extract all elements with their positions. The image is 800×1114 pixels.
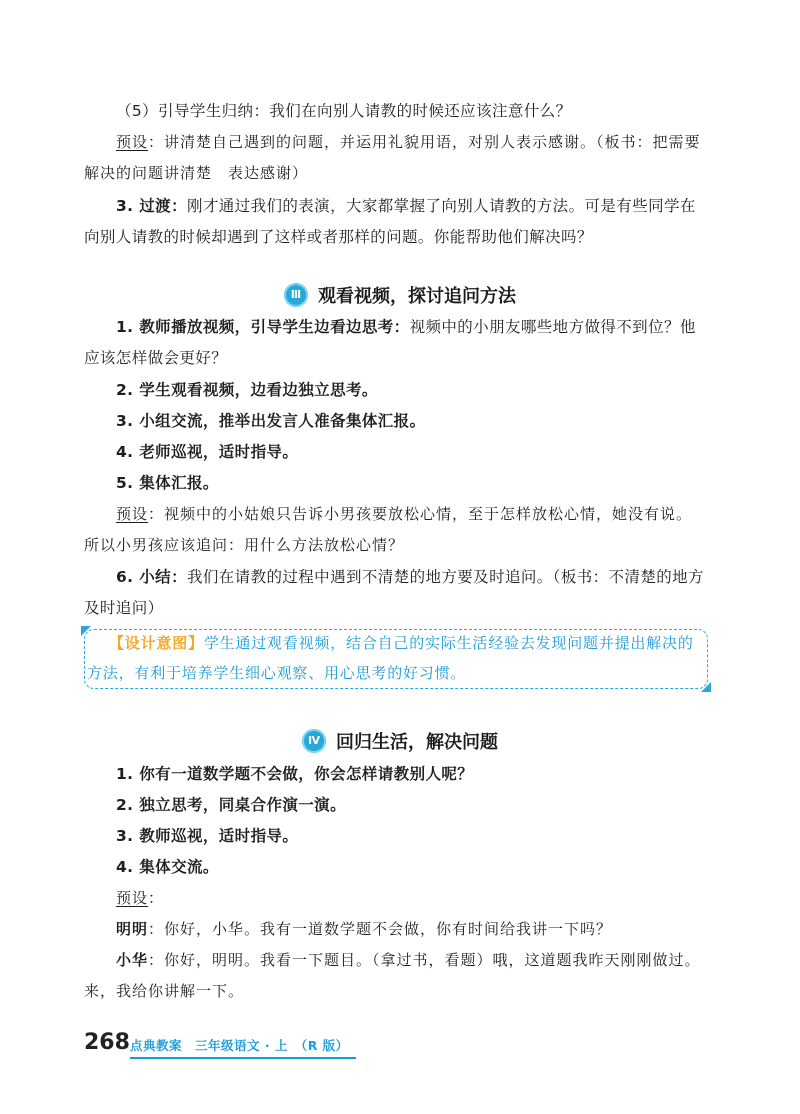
preset-label: 预设	[116, 505, 149, 523]
preset-label: 预设	[116, 889, 149, 907]
s3-item-2: 2. 学生观看视频，边看边独立思考。	[116, 381, 378, 399]
preset-label: 预设	[116, 133, 149, 151]
s3-item-1	[84, 312, 708, 374]
section-4-heading	[0, 728, 800, 754]
section-3-heading	[0, 282, 800, 308]
step-5-text: （5）引导学生归纳：我们在向别人请教的时候还应该注意什么？	[116, 102, 572, 120]
section-3-badge: Ⅲ	[284, 283, 308, 307]
speaker-name: 小华	[116, 951, 149, 969]
preset-paragraph-1	[84, 127, 708, 189]
page-number: 268	[84, 1030, 130, 1055]
section-4-title: 回归生活，解决问题	[336, 732, 498, 753]
dialogue-text: ：你好，小华。我有一道数学题不会做，你有时间给我讲一下吗？	[148, 920, 613, 938]
s4-item-3: 3. 教师巡视，适时指导。	[116, 827, 299, 845]
design-intent-label: 【设计意图】	[109, 634, 204, 652]
s4-item-2: 2. 独立思考，同桌合作演一演。	[116, 796, 346, 814]
dialogue-text: ：你好，明明。我看一下题目。（拿过书，看题）哦，这道题我昨天刚刚做过。来，我给你讲解一下。	[84, 951, 701, 1000]
section-3-title: 观看视频，探讨追问方法	[318, 286, 516, 307]
footer-underline	[130, 1057, 356, 1059]
s3-item-4: 4. 老师巡视，适时指导。	[116, 443, 299, 461]
s3-item-6	[84, 562, 708, 624]
transition-paragraph	[84, 191, 708, 253]
dialogue-line-1	[84, 914, 708, 945]
s3-item-3: 3. 小组交流，推举出发言人准备集体汇报。	[116, 412, 426, 430]
preset-paragraph-2	[84, 499, 708, 561]
corner-decoration	[701, 682, 711, 692]
speaker-name: 明明	[116, 920, 149, 938]
transition-text: 刚才通过我们的表演，大家都掌握了向别人请教的方法。可是有些同学在向别人请教的时候却遇到了这样或者那样的问题。你能帮助他们解决吗？	[84, 197, 696, 246]
preset-text: ：视频中的小姑娘只告诉小男孩要放松心情，至于怎样放松心情，她没有说。所以小男孩应该追问：用什么方法放松心情？	[84, 505, 693, 554]
s4-item-4: 4. 集体交流。	[116, 858, 219, 876]
preset-text: ：讲清楚自己遇到的问题，并运用礼貌用语，对别人表示感谢。（板书：把需要解决的问题讲清楚 表达感谢）	[84, 133, 701, 182]
step-5-paragraph	[84, 96, 708, 127]
s3-item-6-head: 6. 小结：	[116, 568, 187, 586]
page-footer	[84, 1030, 354, 1060]
design-intent-box	[84, 629, 708, 689]
s3-item-1-text: 视频中的小朋友哪些地方做得不到位？他应该怎样做会更好？	[84, 318, 696, 367]
design-intent-body: 学生通过观看视频，结合自己的实际生活经验去发现问题并提出解决的方法，有利于培养学生细心观察、用心思考的好习惯。	[87, 634, 694, 682]
transition-heading: 3. 过渡：	[116, 197, 187, 215]
s3-item-1-head: 1. 教师播放视频，引导学生边看边思考：	[116, 318, 410, 336]
design-intent-text	[87, 628, 699, 688]
s3-item-5: 5. 集体汇报。	[116, 474, 219, 492]
section-4-badge: Ⅳ	[302, 729, 326, 753]
s4-item-1: 1. 你有一道数学题不会做，你会怎样请教别人呢？	[116, 765, 474, 783]
s3-item-6-text: 我们在请教的过程中遇到不清楚的地方要及时追问。（板书：不清楚的地方及时追问）	[84, 568, 704, 617]
dialogue-line-2	[84, 945, 708, 1007]
preset-paragraph-3	[84, 883, 708, 914]
preset-colon: ：	[148, 889, 165, 907]
book-title: 点典教案 三年级语文 · 上 （R 版）	[130, 1038, 349, 1053]
